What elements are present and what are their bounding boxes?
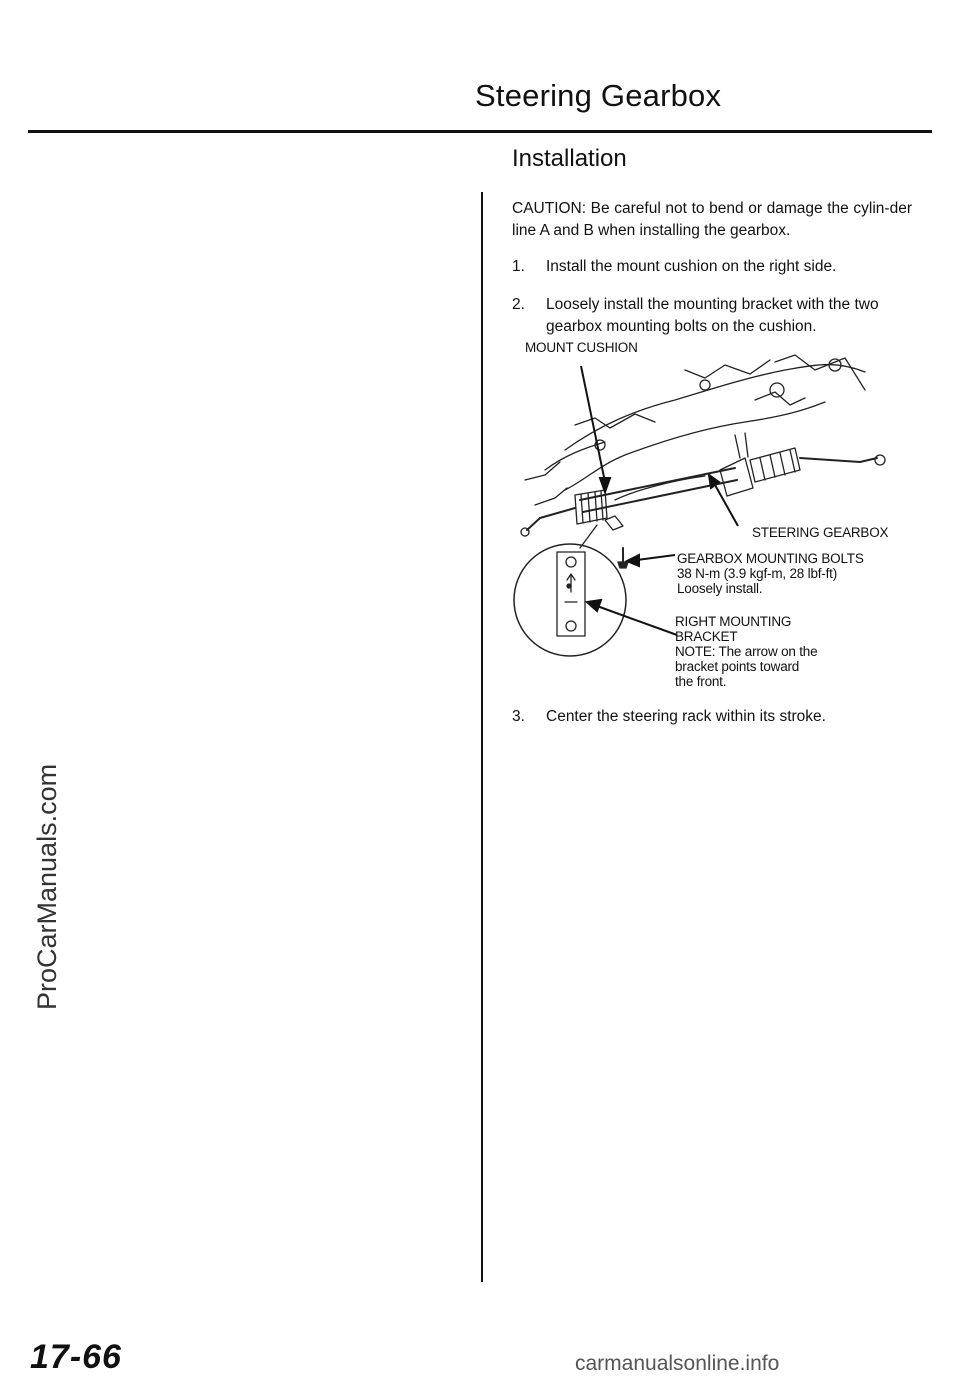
header-rule: [28, 130, 932, 133]
label-mount-cushion: MOUNT CUSHION: [525, 340, 638, 355]
step-text-continued: gearbox mounting bolts on the cushion.: [546, 318, 817, 335]
step-number: 2.: [512, 296, 525, 313]
step-number: 3.: [512, 708, 525, 725]
bracket-title-2: BRACKET: [675, 629, 738, 644]
step-text: Center the steering rack within its stroke.: [546, 708, 826, 725]
bolts-title: GEARBOX MOUNTING BOLTS: [677, 551, 864, 566]
watermark: ProCarManuals.com: [32, 763, 62, 1010]
bracket-note-2: bracket points toward: [675, 659, 800, 674]
section-title: Installation: [512, 145, 627, 172]
bracket-note-3: the front.: [675, 674, 727, 689]
bracket-note: NOTE: The arrow on the: [675, 644, 818, 659]
bolts-note: Loosely install.: [677, 581, 763, 596]
step-number: 1.: [512, 258, 525, 275]
column-divider: [481, 192, 483, 1282]
step-3: [512, 706, 912, 728]
step-text: Loosely install the mounting bracket with the two: [546, 296, 879, 313]
label-right-mounting-bracket: [675, 614, 817, 689]
step-text: Install the mount cushion on the right side.: [546, 258, 837, 275]
bolts-torque: 38 N-m (3.9 kgf-m, 28 lbf-ft): [677, 566, 837, 581]
page-number: 17-66: [30, 1338, 122, 1376]
label-gearbox-mounting-bolts: [677, 551, 864, 596]
label-steering-gearbox: STEERING GEARBOX: [752, 525, 889, 540]
caution-text: CAUTION: Be careful not to bend or damage the cylin-der line A and B when installing the gearbox.: [512, 200, 912, 239]
page-title: Steering Gearbox: [475, 78, 722, 113]
bracket-title: RIGHT MOUNTING: [675, 614, 792, 629]
step-1: [512, 256, 912, 278]
footer-url: carmanualsonline.info: [575, 1352, 780, 1375]
